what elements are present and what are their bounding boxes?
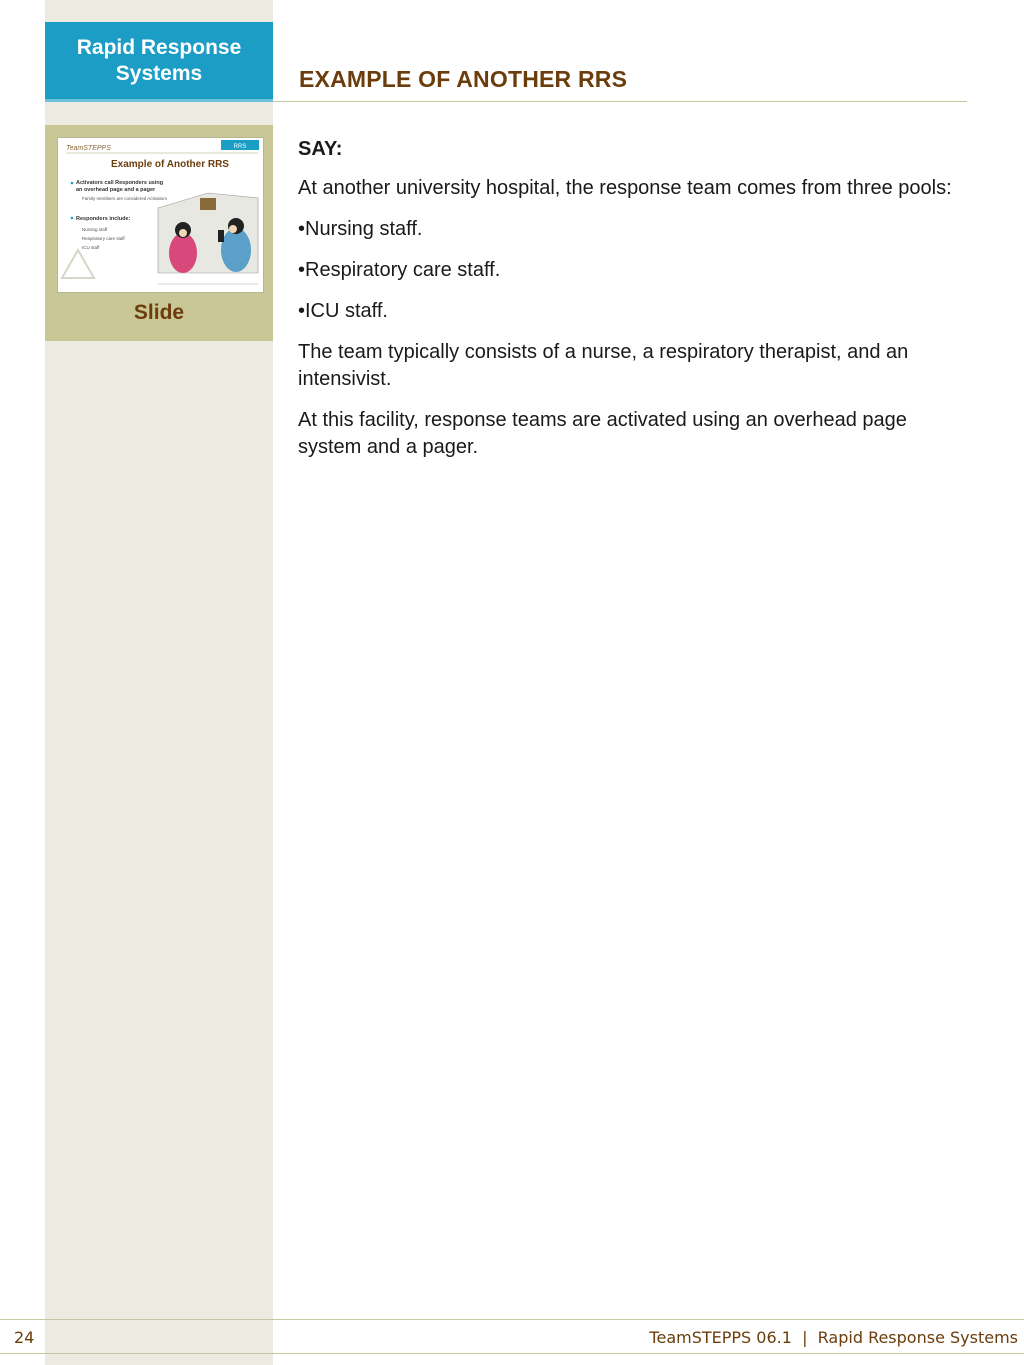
slide-illustration-icon bbox=[158, 193, 258, 273]
page-number: 24 bbox=[14, 1328, 35, 1347]
slide-label: Slide bbox=[133, 301, 185, 324]
slide-sub-bullet-respiratory: Respiratory care staff bbox=[82, 236, 125, 241]
section-tab bbox=[45, 22, 273, 102]
slide-title: Example of Another RRS bbox=[111, 159, 229, 170]
slide-thumbnail bbox=[57, 137, 264, 293]
bullet-nursing: •Nursing staff. bbox=[298, 218, 423, 240]
slide-bullet-1a: Activators call Responders using bbox=[76, 180, 164, 186]
slide-sub-bullet: Family members are considered Activators bbox=[82, 196, 168, 201]
slide-bullet-2: Responders include: bbox=[76, 216, 131, 222]
page-title: EXAMPLE OF ANOTHER RRS bbox=[299, 66, 628, 92]
paragraph-intro: At another university hospital, the response team comes from three pools: bbox=[298, 177, 952, 199]
footer-divider-top bbox=[0, 1319, 1024, 1320]
slide-sub-bullet-icu: ICU staff bbox=[82, 245, 100, 250]
bullet-icu: •ICU staff. bbox=[298, 300, 388, 322]
section-tab-label: Rapid Response Systems bbox=[76, 35, 242, 85]
say-label: SAY: bbox=[298, 138, 343, 160]
slide-thumbnail-graphic bbox=[58, 138, 263, 292]
bullet-respiratory: •Respiratory care staff. bbox=[298, 259, 501, 281]
slide-bullet-1b: an overhead page and a pager bbox=[76, 187, 156, 193]
slide-tag: RRS bbox=[233, 144, 247, 150]
paragraph-team: The team typically consists of a nurse, a respiratory therapist, and an intensivist. bbox=[298, 341, 909, 390]
notes-content bbox=[298, 136, 966, 475]
header-divider bbox=[273, 101, 967, 102]
slide-sub-bullet-nursing: Nursing staff bbox=[82, 227, 108, 232]
slide-panel bbox=[45, 125, 273, 341]
paragraph-activation: At this facility, response teams are activated using an overhead page system and a pager. bbox=[298, 409, 907, 458]
footer-divider-bottom bbox=[0, 1353, 1024, 1354]
footer-text: TeamSTEPPS 06.1 | Rapid Response Systems bbox=[649, 1328, 1018, 1347]
slide-brand: TeamSTEPPS bbox=[66, 145, 111, 152]
